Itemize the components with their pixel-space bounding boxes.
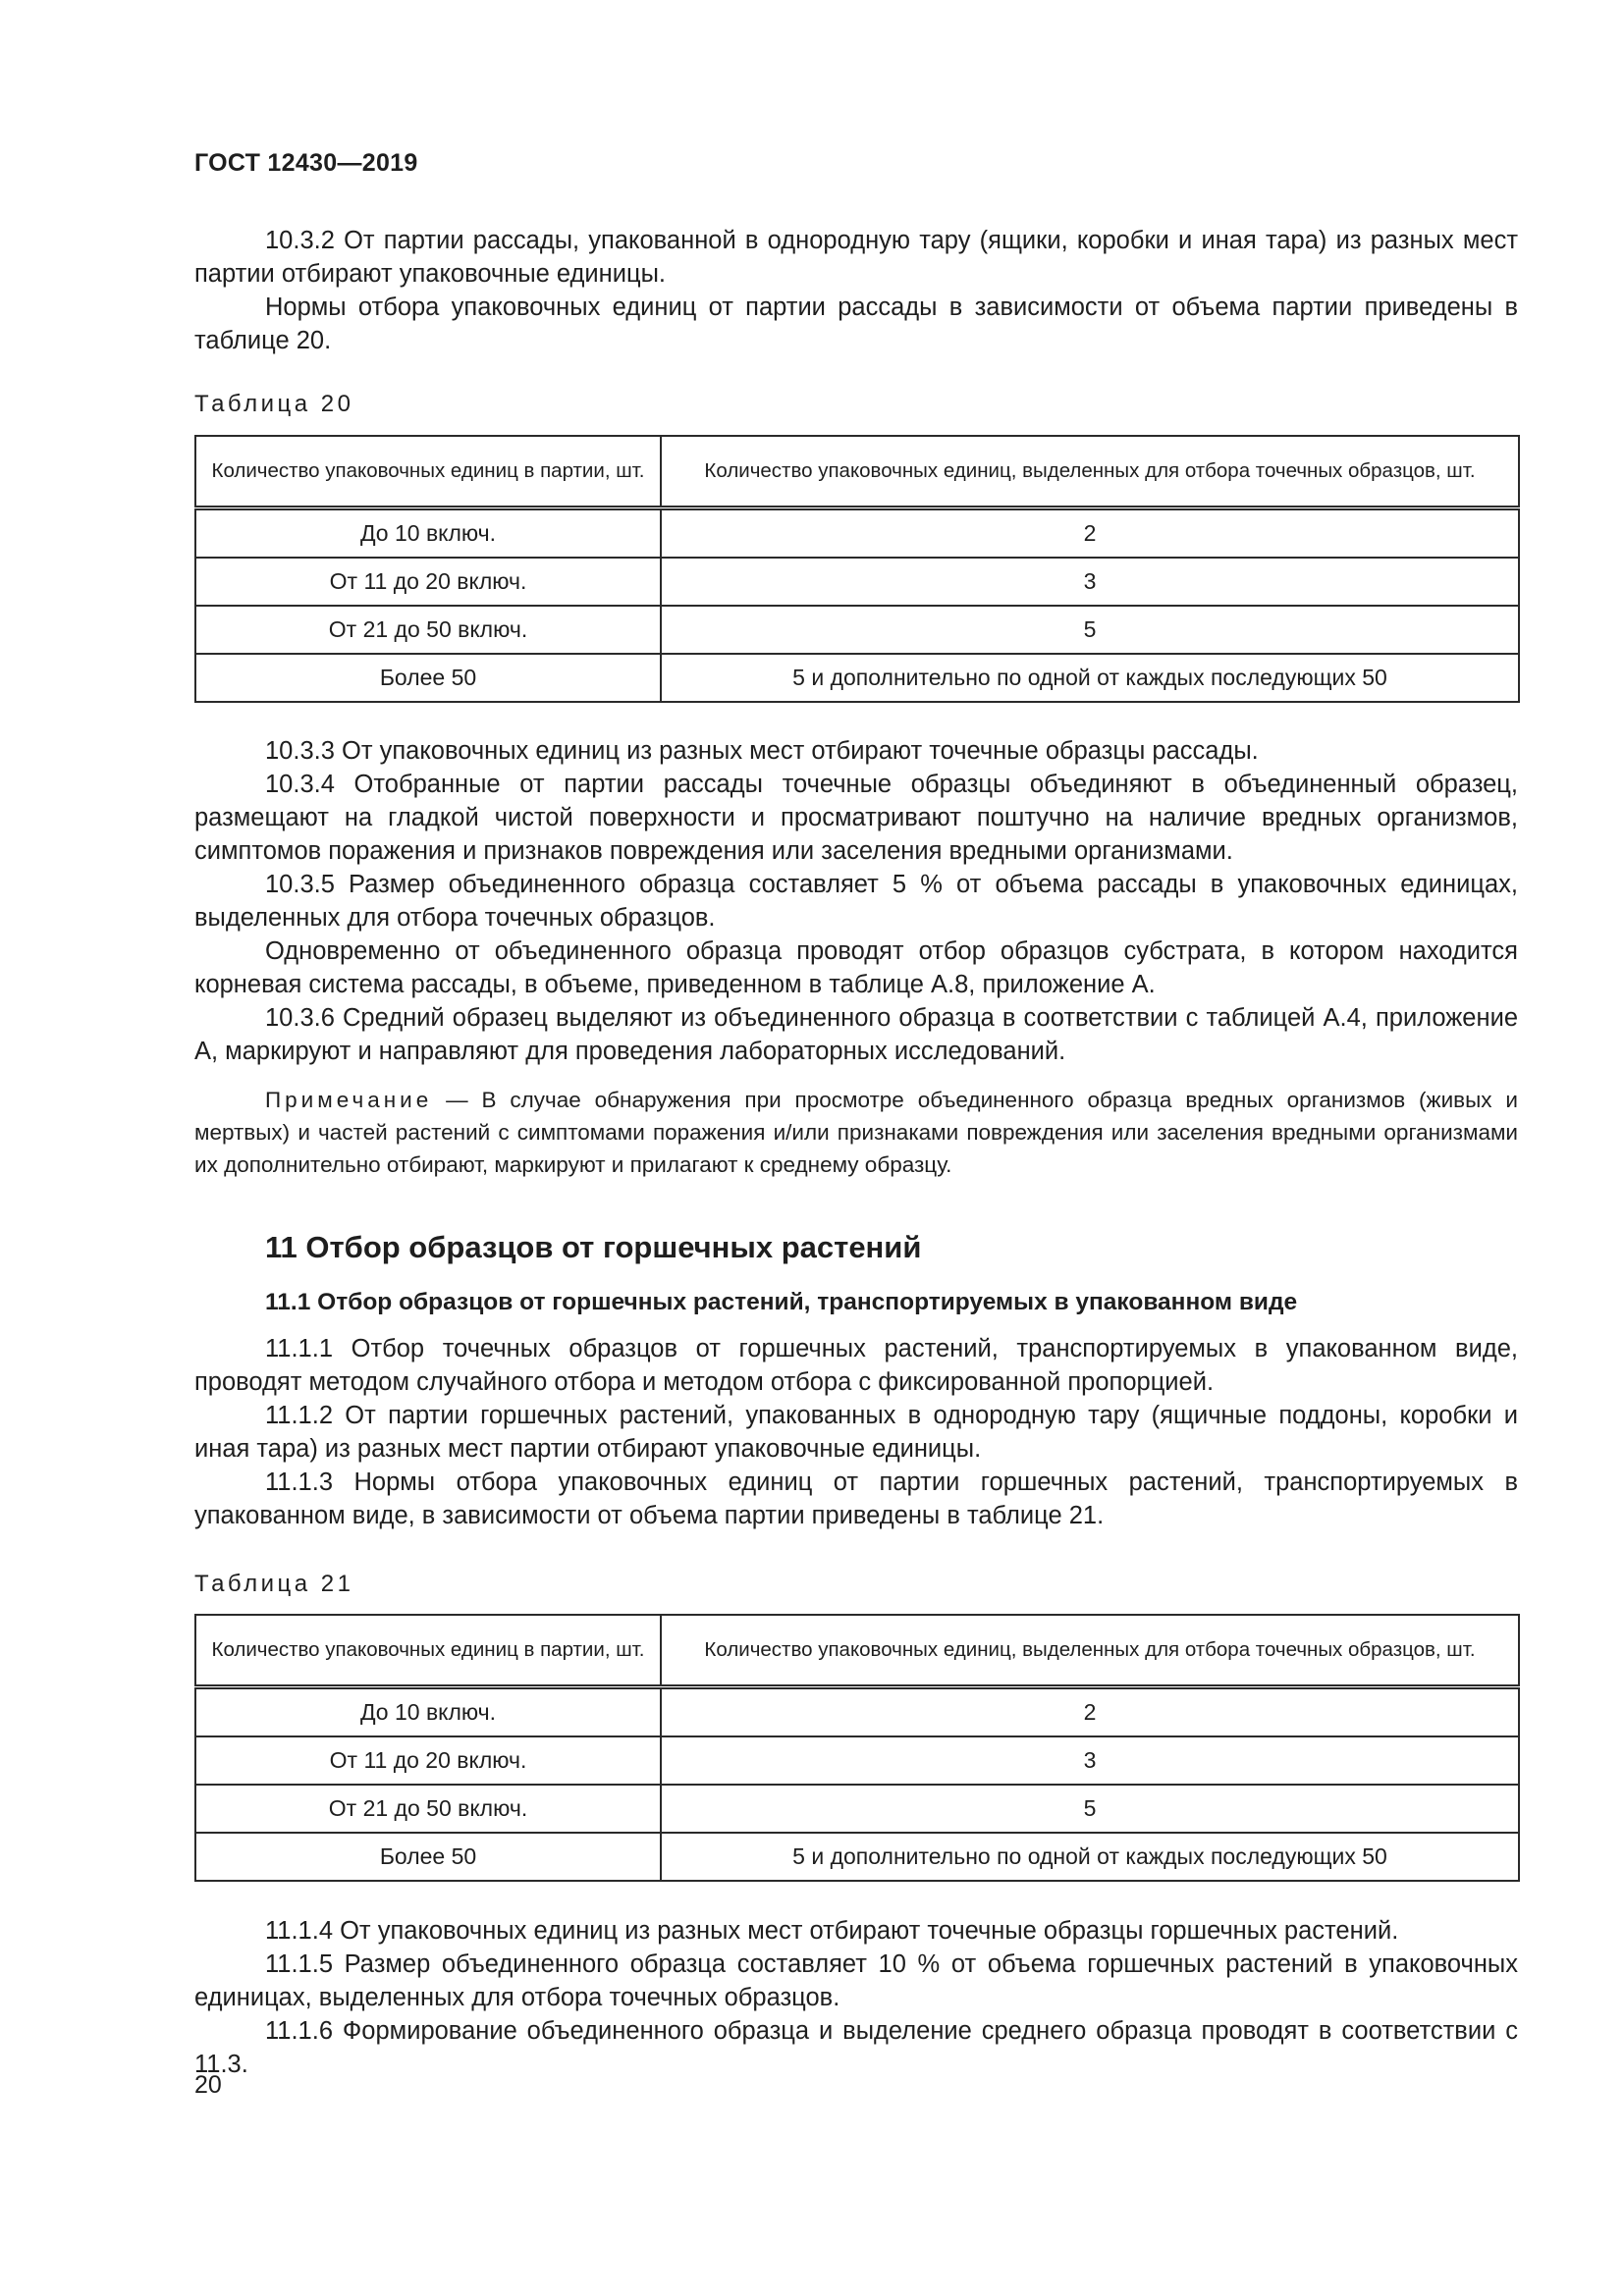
table-cell: Более 50	[195, 654, 661, 702]
table-cell: 5	[661, 606, 1519, 654]
column-header-sampled-units: Количество упаковочных единиц, выделенных для отбора точечных образцов, шт.	[661, 436, 1519, 508]
table-21	[194, 1614, 1520, 1882]
paragraph-11-1-4: 11.1.4 От упаковочных единиц из разных мест отбирают точечные образцы горшечных растений.	[265, 1917, 1399, 1945]
table-row	[195, 1833, 1519, 1881]
table-cell: 2	[661, 508, 1519, 559]
table-cell: 2	[661, 1687, 1519, 1737]
paragraph-10-3-6: 10.3.6 Средний образец выделяют из объединенного образца в соответствии с таблицей А.4, приложение А, маркируют и направляют для проведения лабораторных исследований.	[194, 1004, 1518, 1065]
paragraph-table20-reference: Нормы отбора упаковочных единиц от партии рассады в зависимости от объема партии приведены в таблице 20.	[194, 294, 1518, 354]
table-21-container	[194, 1571, 1518, 1598]
table-21-wrapper	[194, 1614, 1518, 1882]
table-cell: Более 50	[195, 1833, 661, 1881]
table-cell: 5	[661, 1785, 1519, 1833]
note-text: — В случае обнаружения при просмотре объединенного образца вредных организмов (живых и мертвых) и частей растений с симптомами поражения и/или признаками повреждения или заселения вредными организмами их дополнительно отбирают, маркируют и прилагают к среднему образцу.	[194, 1088, 1518, 1177]
paragraph-substrate-sampling: Одновременно от объединенного образца проводят отбор образцов субстрата, в котором находится корневая система рассады, в объеме, приведенном в таблице А.8, приложение А.	[194, 937, 1518, 998]
table-cell: 5 и дополнительно по одной от каждых последующих 50	[661, 1833, 1519, 1881]
section-10-3-intro	[194, 224, 1518, 357]
table-row	[195, 558, 1519, 606]
section-10-3-continued	[194, 734, 1518, 1181]
table-cell: 3	[661, 1736, 1519, 1785]
table-row	[195, 1785, 1519, 1833]
table-cell: От 21 до 50 включ.	[195, 606, 661, 654]
table-cell: От 11 до 20 включ.	[195, 1736, 661, 1785]
paragraph-11-1-1: 11.1.1 Отбор точечных образцов от горшечных растений, транспортируемых в упакованном виде, проводят методом случайного отбора и методом отбора с фиксированной пропорцией.	[194, 1335, 1518, 1396]
table-20-wrapper	[194, 435, 1518, 703]
paragraph-11-1-5: 11.1.5 Размер объединенного образца составляет 10 % от объема горшечных растений в упаковочных единицах, выделенных для отбора точечных образцов.	[194, 1950, 1518, 2011]
table-row	[195, 1687, 1519, 1737]
paragraph-11-1-2: 11.1.2 От партии горшечных растений, упакованных в однородную тару (ящичные поддоны, коробки и иная тара) из разных мест партии отбирают упаковочные единицы.	[194, 1402, 1518, 1463]
table-row	[195, 508, 1519, 559]
table-cell: До 10 включ.	[195, 1687, 661, 1737]
section-11-1-continued	[194, 1914, 1518, 2081]
section-11	[194, 1230, 1518, 1532]
table-cell: От 21 до 50 включ.	[195, 1785, 661, 1833]
table-21-caption: Таблица 21	[194, 1571, 354, 1597]
table-cell: 5 и дополнительно по одной от каждых последующих 50	[661, 654, 1519, 702]
table-cell: До 10 включ.	[195, 508, 661, 559]
table-row	[195, 606, 1519, 654]
note-paragraph	[194, 1084, 1518, 1181]
document-code-header: ГОСТ 12430—2019	[194, 149, 418, 177]
subsection-11-1-title: 11.1 Отбор образцов от горшечных растений, транспортируемых в упакованном виде	[265, 1289, 1298, 1315]
paragraph-10-3-2: 10.3.2 От партии рассады, упакованной в однородную тару (ящики, коробки и иная тара) из разных мест партии отбирают упаковочные единицы.	[194, 227, 1518, 288]
column-header-lot-units: Количество упаковочных единиц в партии, шт.	[195, 1615, 661, 1687]
table-20	[194, 435, 1520, 703]
table-row	[195, 654, 1519, 702]
table-20-caption: Таблица 20	[194, 391, 354, 417]
note-label: Примечание	[265, 1088, 433, 1112]
page-number: 20	[194, 2071, 222, 2099]
paragraph-10-3-4: 10.3.4 Отобранные от партии рассады точечные образцы объединяют в объединенный образец, размещают на гладкой чистой поверхности и просматривают поштучно на наличие вредных организмов, симптомов поражения и признаков повреждения или заселения вредными организмами.	[194, 771, 1518, 865]
table-cell: 3	[661, 558, 1519, 606]
paragraph-11-1-3: 11.1.3 Нормы отбора упаковочных единиц от партии горшечных растений, транспортируемых в упакованном виде, в зависимости от объема партии приведены в таблице 21.	[194, 1468, 1518, 1529]
column-header-lot-units: Количество упаковочных единиц в партии, шт.	[195, 436, 661, 508]
paragraph-10-3-5: 10.3.5 Размер объединенного образца составляет 5 % от объема рассады в упаковочных единицах, выделенных для отбора точечных образцов.	[194, 871, 1518, 932]
column-header-sampled-units: Количество упаковочных единиц, выделенных для отбора точечных образцов, шт.	[661, 1615, 1519, 1687]
table-row	[195, 1736, 1519, 1785]
section-11-title: 11 Отбор образцов от горшечных растений	[265, 1230, 922, 1264]
table-header-row	[195, 1615, 1519, 1687]
table-cell: От 11 до 20 включ.	[195, 558, 661, 606]
paragraph-11-1-6: 11.1.6 Формирование объединенного образца и выделение среднего образца проводят в соответствии с 11.3.	[194, 2017, 1518, 2078]
paragraph-10-3-3: 10.3.3 От упаковочных единиц из разных мест отбирают точечные образцы рассады.	[265, 737, 1259, 765]
table-20-container	[194, 391, 1518, 418]
table-header-row	[195, 436, 1519, 508]
